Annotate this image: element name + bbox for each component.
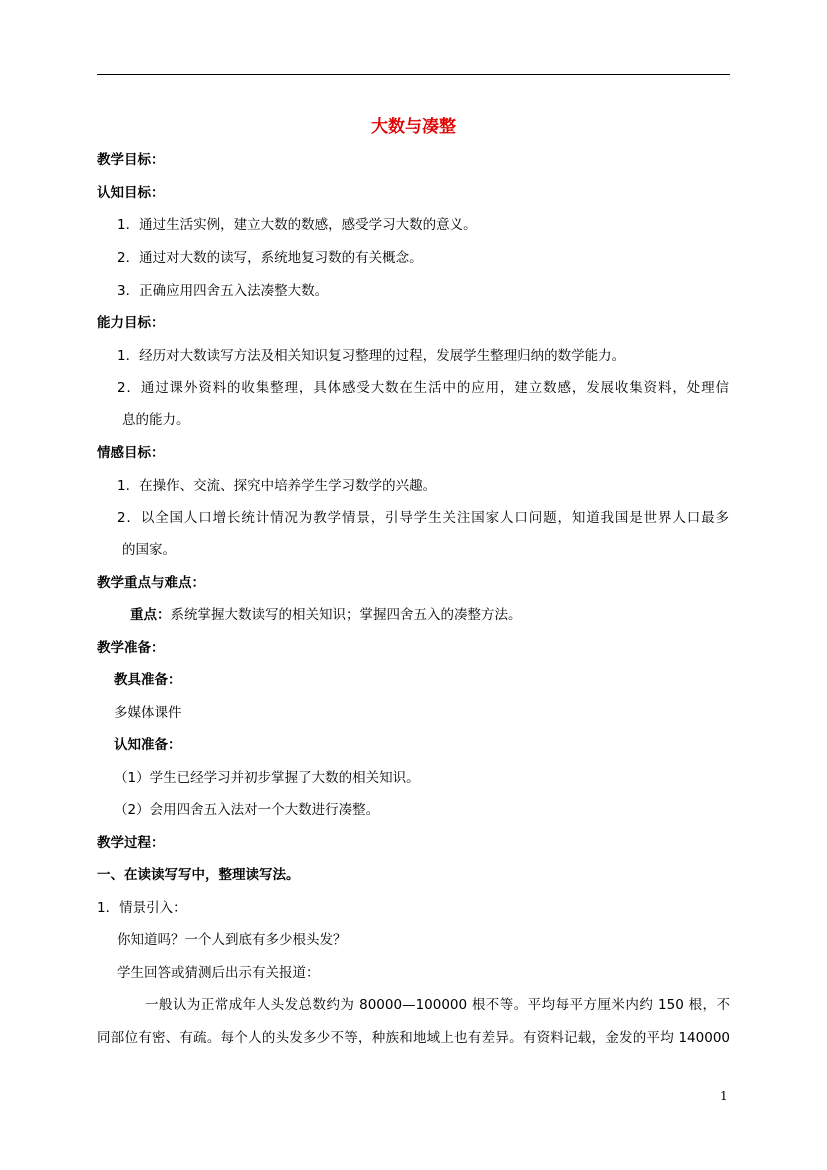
key-point-text: 系统掌握大数读写的相关知识；掌握四舍五入的凑整方法。 (170, 607, 522, 623)
list-item: 2．以全国人口增长统计情况为教学情景，引导学生关注国家人口问题，知道我国是世界人口最多 (117, 510, 729, 526)
page-number: 1 (720, 1089, 728, 1103)
list-item: 1．通过生活实例，建立大数的数感，感受学习大数的意义。 (117, 217, 477, 233)
list-item-continued: 的国家。 (122, 542, 176, 558)
page-title: 大数与凑整 (371, 117, 456, 137)
heading-key-points: 教学重点与难点： (97, 575, 205, 591)
list-item: 1．经历对大数读写方法及相关知识复习整理的过程，发展学生整理归纳的数学能力。 (117, 348, 626, 364)
header-rule (97, 74, 730, 75)
paragraph: 一般认为正常成年人头发总数约为 80000—100000 根不等。平均每平方厘米内约 150 根，不 (145, 997, 730, 1013)
paragraph-continued: 同部位有密、有疏。每个人的头发多少不等，种族和地域上也有差异。有资料记载，金发的平均 140000 (97, 1030, 730, 1046)
heading-teaching-goals: 教学目标： (97, 152, 165, 168)
heading-cognitive-goals: 认知目标： (97, 185, 165, 201)
heading-teaching-aids: 教具准备： (114, 672, 182, 688)
list-item-continued: 息的能力。 (122, 412, 190, 428)
list-item: （2）会用四舍五入法对一个大数进行凑整。 (114, 802, 380, 818)
heading-ability-goals: 能力目标： (97, 315, 165, 331)
teaching-aids-text: 多媒体课件 (114, 705, 182, 721)
paragraph: 学生回答或猜测后出示有关报道： (117, 965, 320, 981)
heading-cognitive-preparation: 认知准备： (114, 737, 182, 753)
section-heading: 一、在读读写写中，整理读写法。 (97, 867, 300, 883)
list-item: 1．情景引入： (97, 900, 187, 916)
heading-preparation: 教学准备： (97, 640, 165, 656)
heading-teaching-process: 教学过程： (97, 835, 165, 851)
heading-emotional-goals: 情感目标： (97, 445, 165, 461)
key-point-label: 重点： (130, 607, 171, 623)
list-item: 2．通过课外资料的收集整理，具体感受大数在生活中的应用，建立数感，发展收集资料，处理信 (117, 380, 729, 396)
list-item: 3．正确应用四舍五入法凑整大数。 (117, 283, 329, 299)
paragraph: 你知道吗？一个人到底有多少根头发？ (117, 932, 347, 948)
list-item: （1）学生已经学习并初步掌握了大数的相关知识。 (114, 770, 420, 786)
key-point-line (130, 606, 522, 624)
list-item: 2．通过对大数的读写，系统地复习数的有关概念。 (117, 250, 423, 266)
list-item: 1．在操作、交流、探究中培养学生学习数学的兴趣。 (117, 478, 437, 494)
